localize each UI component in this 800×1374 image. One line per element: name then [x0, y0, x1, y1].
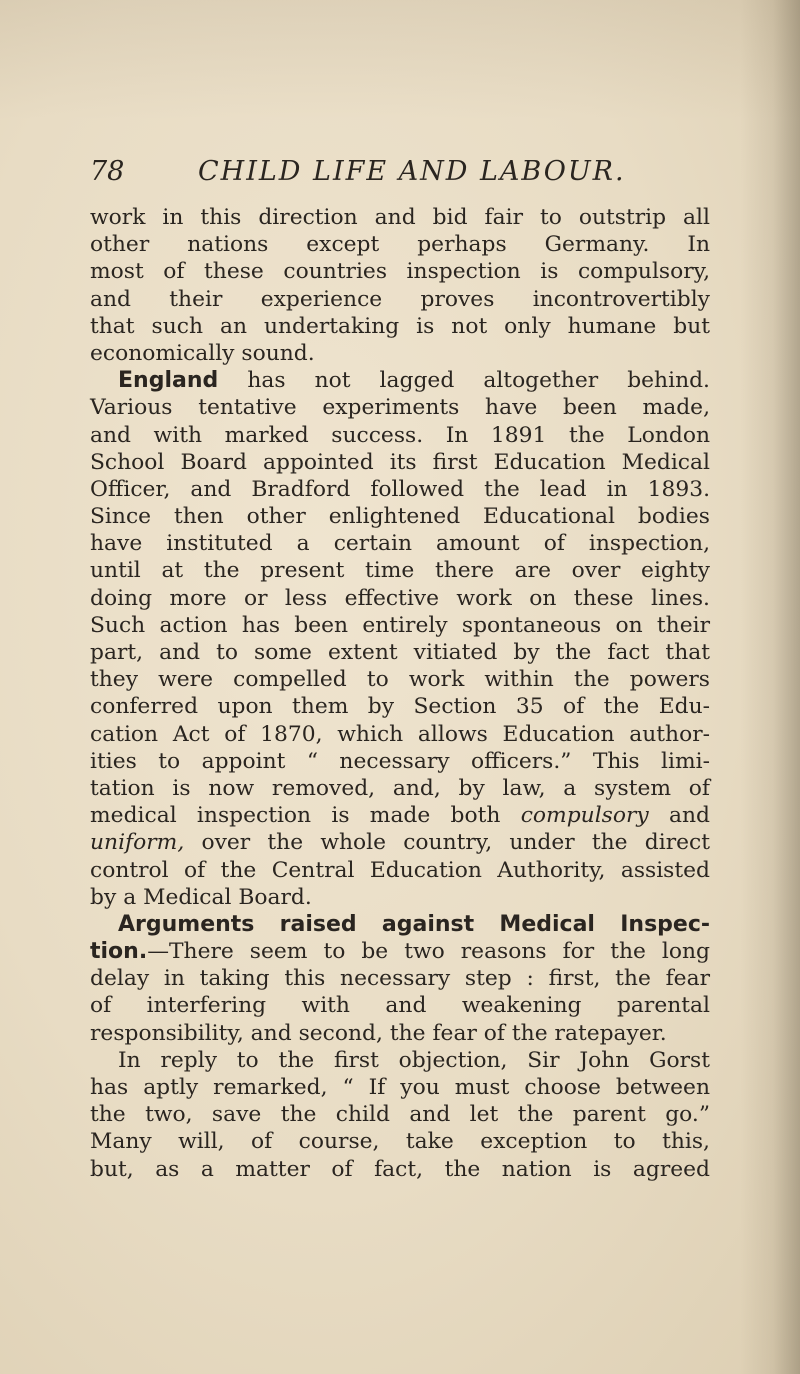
text-line: In reply to the first objection, Sir John Gorst — [118, 1047, 710, 1073]
text-span: and — [669, 803, 711, 829]
text-line: has aptly remarked, “ If you must choose between — [90, 1075, 710, 1100]
text-line: but, as a matter of fact, the nation is agreed — [90, 1156, 710, 1182]
text-line: Since then other enlightened Educational bodies — [90, 504, 710, 530]
text-line: doing more or less effective work on these lines. — [90, 585, 710, 611]
text-line — [90, 938, 710, 965]
text-line: part, and to some extent vitiated by the fact that — [90, 640, 710, 665]
text-line: responsibility, and second, the fear of the ratepayer. — [90, 1020, 667, 1046]
body-text — [90, 204, 710, 1183]
text-line — [90, 911, 710, 938]
text-line: control of the Central Education Authority, assisted — [90, 857, 710, 883]
text-line: Such action has been entirely spontaneous on their — [90, 612, 710, 638]
text-span: medical inspection is made both — [90, 803, 501, 829]
text-line: and their experience proves incontrovertibly — [90, 286, 710, 312]
page-edge-shadow — [740, 0, 800, 1374]
text-line: tation is now removed, and, by law, a system of — [90, 775, 710, 801]
text-line: cation Act of 1870, which allows Education author- — [90, 721, 710, 747]
section-heading-end: tion. — [90, 939, 148, 965]
text-line: and with marked success. In 1891 the London — [90, 422, 710, 448]
emphasis-uniform: uniform, — [90, 830, 185, 856]
text-line: delay in taking this necessary step : first, the fear — [90, 966, 710, 992]
text-line: most of these countries inspection is compulsory, — [90, 259, 710, 285]
running-title: CHILD LIFE AND LABOUR. — [198, 156, 626, 187]
text-line: of interfering with and weakening parental — [90, 993, 710, 1019]
text-line: until at the present time there are over eighty — [90, 558, 710, 584]
text-line: have instituted a certain amount of inspection, — [90, 531, 710, 557]
text-line: they were compelled to work within the powers — [90, 667, 710, 693]
text-line: conferred upon them by Section 35 of the Edu- — [90, 694, 710, 720]
text-span: —There seem to be two reasons for the long — [147, 939, 710, 965]
emphasis-compulsory: compulsory — [520, 803, 649, 829]
page-shading — [0, 0, 800, 120]
page-number: 78 — [90, 156, 125, 187]
section-heading: Arguments raised against Medical Inspec- — [118, 911, 710, 937]
text-span: over the whole country, under the direct — [201, 830, 710, 856]
text-line: School Board appointed its first Education Medical — [90, 449, 710, 475]
text-line — [90, 829, 710, 856]
text-line: economically sound. — [90, 340, 315, 366]
text-span: has not lagged altogether behind. — [247, 368, 710, 394]
page-header — [90, 156, 710, 196]
text-line: by a Medical Board. — [90, 884, 312, 910]
text-line: Various tentative experiments have been made, — [90, 395, 710, 421]
text-line: work in this direction and bid fair to outstrip all — [90, 205, 710, 230]
text-line: the two, save the child and let the parent go.” — [90, 1102, 710, 1128]
text-line: Many will, of course, take exception to this, — [90, 1129, 710, 1155]
text-line — [90, 802, 710, 829]
text-line: that such an undertaking is not only humane but — [90, 313, 710, 339]
text-line: other nations except perhaps Germany. In — [90, 232, 710, 258]
section-lead-england: England — [118, 368, 219, 394]
text-line: Officer, and Bradford followed the lead in 1893. — [90, 476, 710, 502]
text-line — [90, 367, 710, 394]
text-line: ities to appoint “ necessary officers.” This limi- — [90, 748, 710, 774]
